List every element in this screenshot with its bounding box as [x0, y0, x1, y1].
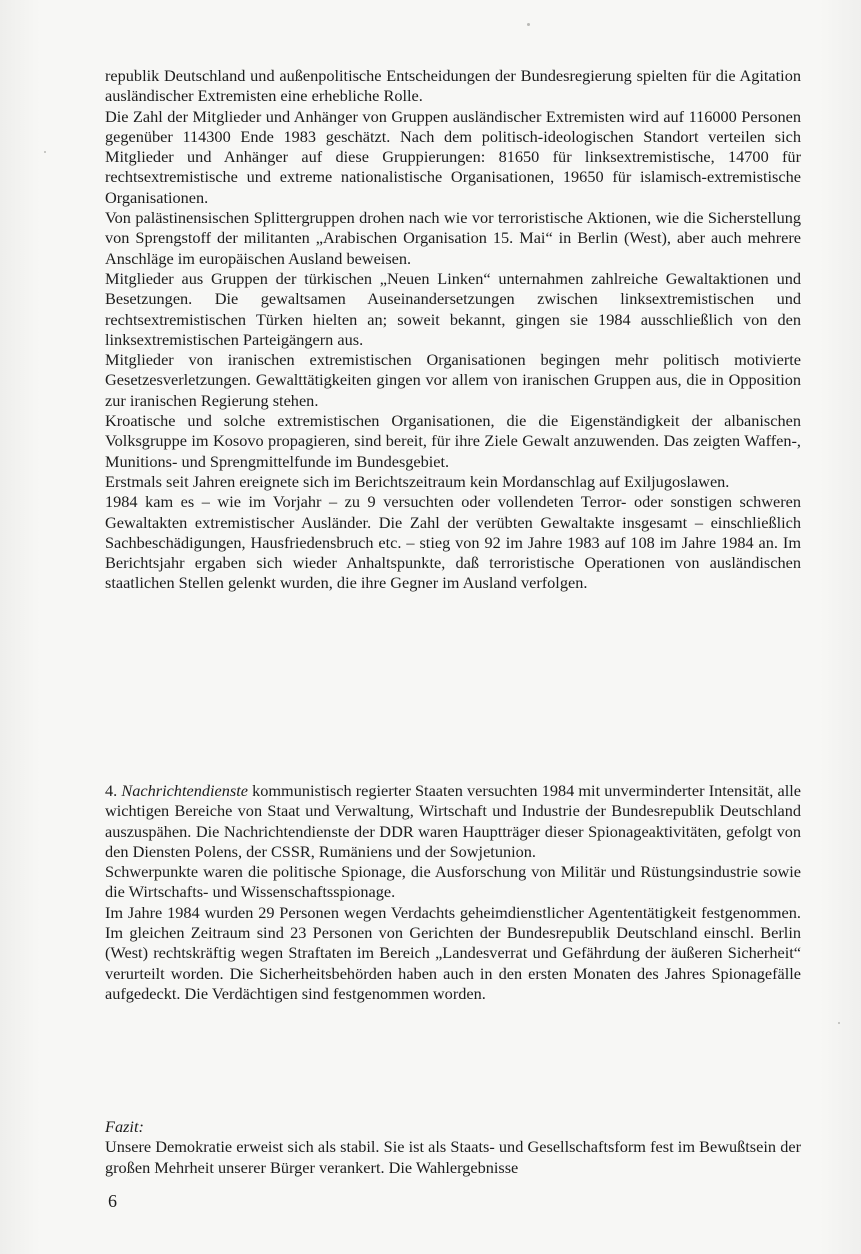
paragraph: Die Zahl der Mitglieder und Anhänger von Gruppen ausländischer Extremisten wird auf 116000 Personen gegenüber 114300 Ende 1983 geschätzt. Nach dem politisch-ideologischen Standort verteilen sich Mitglieder und Anhänger auf diese Gruppierungen: 81650 für linksextremistische, 14700 für rechtsextremistische und extreme nationalistische Organisationen, 19650 für islamisch-extremistische Organisationen.: [105, 106, 801, 207]
section-conclusion: [105, 1117, 801, 1178]
paragraph: Von palästinensischen Splittergruppen drohen nach wie vor terroristische Aktionen, wie die Sicherstellung von Sprengstoff der militanten „Arabischen Organisation 15. Mai“ in Berlin (West), aber auch mehrere Anschläge im europäischen Ausland beweisen.: [105, 208, 801, 268]
scan-speck: [44, 151, 46, 153]
section-heading: Fazit:: [105, 1117, 144, 1136]
section-number: 4.: [105, 781, 118, 800]
paragraph: 1984 kam es – wie im Vorjahr – zu 9 versuchten oder vollendeten Terror- oder sonstigen schweren Gewaltakten extremistischer Ausländer. Die Zahl der verübten Gewaltakte insgesamt – einschließlich Sachbeschädigungen, Hausfriedensbruch etc. – stieg von 92 im Jahre 1983 auf 108 im Jahre 1984 an. Im Berichtsjahr ergaben sich wieder Anhaltspunkte, daß terroristische Operationen von ausländischen staatlichen Stellen gelenkt wurden, die ihre Gegner im Ausland verfolgen.: [105, 492, 801, 593]
paragraph: Schwerpunkte waren die politische Spionage, die Ausforschung von Militär und Rüstungsindustrie sowie die Wirtschafts- und Wissenschaftsspionage.: [105, 862, 801, 902]
paragraph: [105, 781, 801, 862]
section-intelligence-services: [105, 781, 801, 1004]
paragraph: Im Jahre 1984 wurden 29 Personen wegen Verdachts geheimdienstlicher Agententätigkeit festgenommen. Im gleichen Zeitraum sind 23 Personen von Gerichten der Bundesrepublik Deutschland einschl. Berlin (West) rechtskräftig wegen Straftaten im Bereich „Landesverrat und Gefährdung der äußeren Sicherheit“ verurteilt worden. Die Sicherheitsbehörden haben auch in den ersten Monaten des Jahres Spionagefälle aufgedeckt. Die Verdächtigen sind festgenommen worden.: [105, 902, 801, 1003]
section-foreign-extremists: [105, 66, 801, 594]
paragraph: Unsere Demokratie erweist sich als stabil. Sie ist als Staats- und Gesellschaftsform fest im Bewußtsein der großen Mehrheit unserer Bürger verankert. Die Wahlergebnisse: [105, 1137, 801, 1177]
paragraph: Mitglieder von iranischen extremistischen Organisationen begingen mehr politisch motivierte Gesetzesverletzungen. Gewalttätigkeiten gingen vor allem von iranischen Gruppen aus, die in Opposition zur iranischen Regierung stehen.: [105, 350, 801, 410]
paragraph: Kroatische und solche extremistischen Organisationen, die die Eigenständigkeit der albanischen Volksgruppe im Kosovo propagieren, sind bereit, für ihre Ziele Gewalt anzuwenden. Das zeigten Waffen-, Munitions- und Sprengmittelfunde im Bundesgebiet.: [105, 411, 801, 471]
paragraph: Erstmals seit Jahren ereignete sich im Berichtszeitraum kein Mordanschlag auf Exiljugoslawen.: [105, 471, 730, 491]
paragraph: republik Deutschland und außenpolitische Entscheidungen der Bundesregierung spielten für die Agitation ausländischer Extremisten eine erhebliche Rolle.: [105, 66, 801, 106]
paragraph-text: kommunistisch regierter Staaten versuchten 1984 mit unverminderter Intensität, alle wichtigen Bereiche von Staat und Verwaltung, Wirtschaft und Industrie der Bundesrepublik Deutschland auszuspähen. Die Nachrichtendienste der DDR waren Hauptträger dieser Spionageaktivitäten, gefolgt von den Diensten Polens, der CSSR, Rumäniens und der Sowjetunion.: [105, 781, 802, 861]
page-number: 6: [108, 1191, 117, 1211]
scan-speck: [838, 1022, 840, 1024]
scan-speck: [527, 23, 530, 26]
section-keyword: Nachrichtendienste: [121, 781, 248, 800]
paragraph: Mitglieder aus Gruppen der türkischen „Neuen Linken“ unternahmen zahlreiche Gewaltaktionen und Besetzungen. Die gewaltsamen Auseinandersetzungen zwischen linksextremistischen und rechtsextremistischen Türken hielten an; soweit bekannt, gingen sie 1984 ausschließlich von den linksextremistischen Parteigängern aus.: [105, 268, 801, 349]
